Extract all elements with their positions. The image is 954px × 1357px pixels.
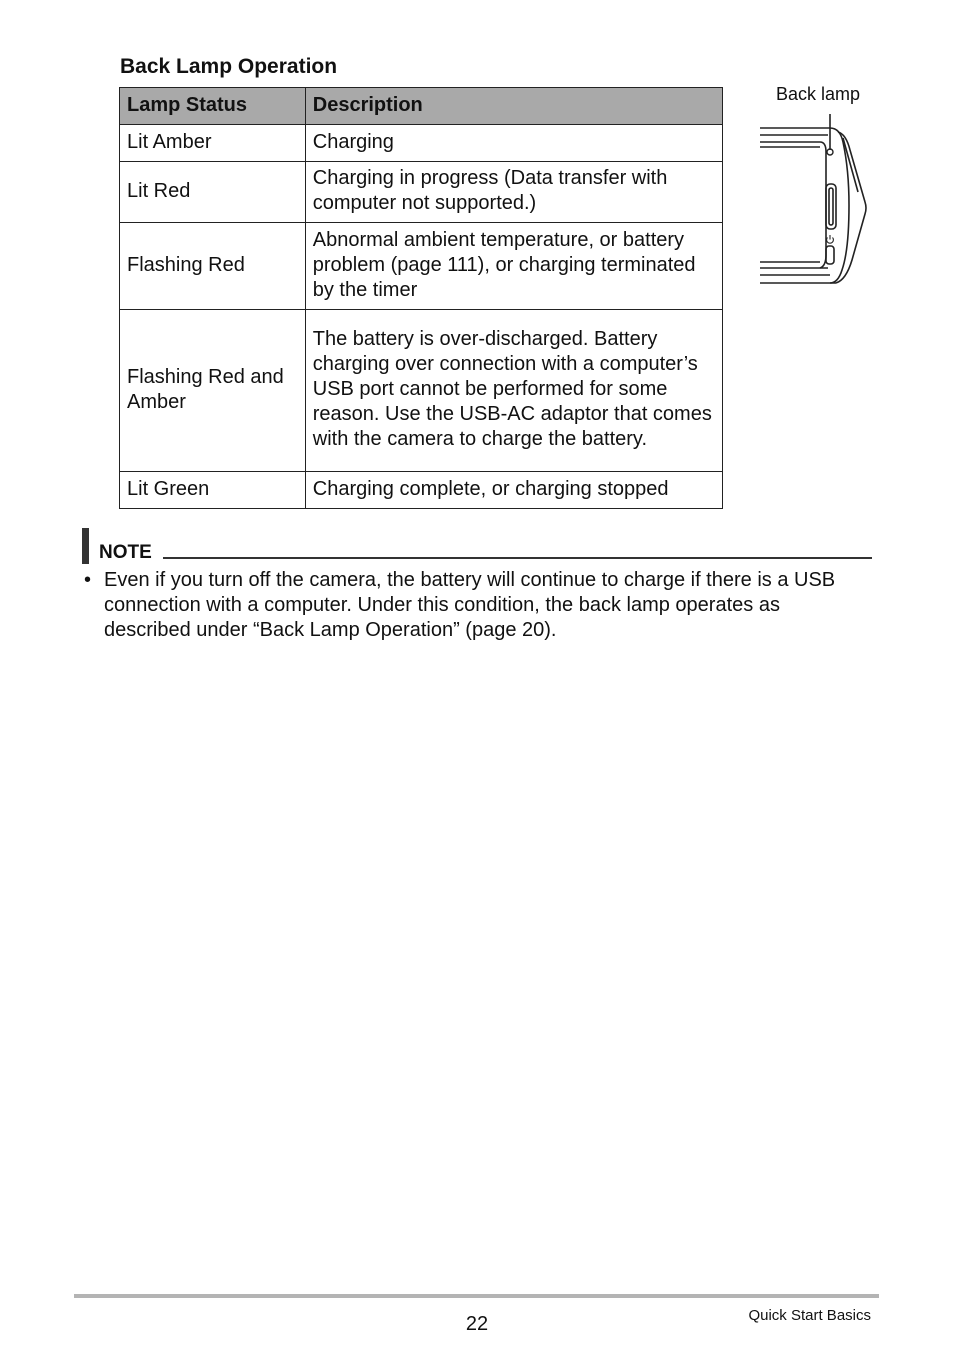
back-lamp-table bbox=[119, 87, 723, 509]
description-cell: Abnormal ambient temperature, or battery problem (page 111), or charging terminated by the timer bbox=[305, 223, 722, 310]
note-text: Even if you turn off the camera, the battery will continue to charge if there is a USB connection with a computer. Under this condition, the back lamp operates as described under “Back Lamp Operation” (page 20). bbox=[104, 569, 836, 641]
header-description: Description bbox=[305, 88, 722, 125]
description-cell: The battery is over-discharged. Battery charging over connection with a computer’s USB port cannot be performed for some reason. Use the USB-AC adaptor that comes with the camera to charge the battery. bbox=[305, 310, 722, 472]
back-lamp-label: Back lamp bbox=[776, 84, 861, 104]
section-title: Back Lamp Operation bbox=[120, 55, 338, 78]
description-cell: Charging complete, or charging stopped bbox=[305, 472, 722, 509]
note-label: NOTE bbox=[99, 542, 152, 563]
lamp-status-cell: Flashing Red bbox=[120, 223, 306, 310]
note-rule bbox=[163, 557, 872, 559]
table-header-row bbox=[120, 88, 723, 125]
table-row bbox=[120, 223, 723, 310]
power-icon bbox=[827, 235, 834, 243]
table-row bbox=[120, 472, 723, 509]
lamp-status-cell: Lit Amber bbox=[120, 125, 306, 162]
table-row bbox=[120, 310, 723, 472]
lamp-status-cell: Lit Red bbox=[120, 162, 306, 223]
description-cell: Charging in progress (Data transfer with computer not supported.) bbox=[305, 162, 722, 223]
note-list bbox=[82, 568, 872, 643]
camera-side-outline-icon bbox=[750, 80, 880, 295]
bullet: • bbox=[84, 569, 92, 591]
back-lamp-figure bbox=[750, 80, 880, 295]
description-cell: Charging bbox=[305, 125, 722, 162]
header-lamp-status: Lamp Status bbox=[120, 88, 306, 125]
lamp-status-cell: Flashing Red and Amber bbox=[120, 310, 306, 472]
footer-rule bbox=[74, 1294, 879, 1298]
page-number: 22 bbox=[465, 1313, 489, 1335]
lamp-status-cell: Lit Green bbox=[120, 472, 306, 509]
table-row bbox=[120, 162, 723, 223]
note-bar bbox=[82, 528, 89, 564]
table-row bbox=[120, 125, 723, 162]
list-item bbox=[82, 568, 872, 643]
footer-section-name: Quick Start Basics bbox=[748, 1307, 871, 1324]
